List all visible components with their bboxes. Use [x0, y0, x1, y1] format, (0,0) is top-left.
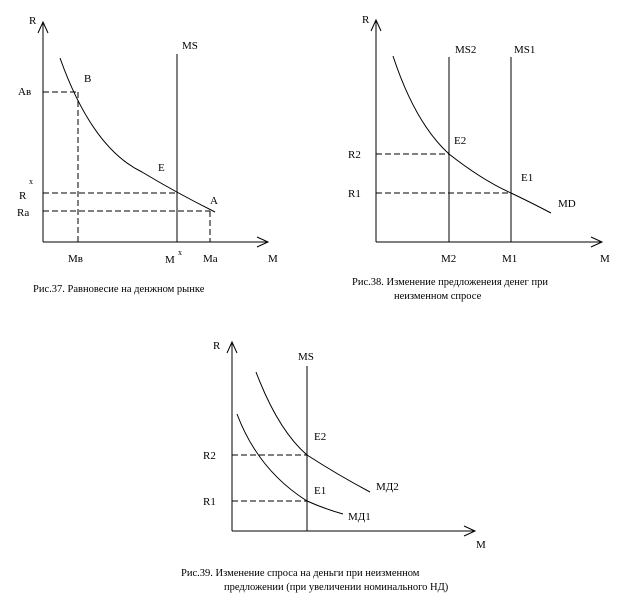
fig38-tick-m2: M2 [441, 253, 457, 265]
fig38-md-label: MD [558, 198, 576, 210]
fig38-tick-m1: M1 [502, 253, 518, 265]
fig37-tick-ma: Ma [203, 253, 218, 265]
fig37-axis-y-label: R [29, 15, 37, 27]
fig39-axis-x-label: M [476, 539, 486, 551]
fig39-tick-r2: R2 [203, 450, 216, 462]
fig37-tick-mb: Mв [68, 253, 83, 265]
fig39-caption-line1: Рис.39. Изменение спроса на деньги при неизменном [181, 568, 420, 579]
fig39-ms-label: MS [298, 351, 314, 363]
fig39-caption-line2: предложении (при увеличении номинального НД) [224, 582, 449, 593]
fig38-ms1-label: MS1 [514, 44, 536, 56]
fig38-point-e2: E2 [454, 135, 467, 147]
fig38-axis-x-label: M [600, 253, 610, 265]
fig37-tick-mx: M [165, 254, 175, 266]
fig37-tick-rx-sup: x [29, 177, 33, 186]
fig39-point-e1: E1 [314, 485, 327, 497]
fig39-tick-r1: R1 [203, 496, 216, 508]
fig37-point-e: E [158, 162, 165, 174]
fig37-point-a: A [210, 195, 218, 207]
fig37-ms-label: MS [182, 40, 198, 52]
fig38-ms2-label: MS2 [455, 44, 477, 56]
fig39-md2-label: МД2 [376, 481, 399, 493]
fig38-md-curve [393, 56, 551, 213]
fig37-axis-x-label: M [268, 253, 278, 265]
fig37-tick-ra: Ra [17, 207, 30, 219]
figure-39 [181, 340, 486, 593]
fig37-tick-ab: Aв [18, 86, 32, 98]
fig37-caption: Рис.37. Равновесие на денжном рынке [33, 284, 205, 295]
fig37-tick-rx: R [19, 190, 27, 202]
fig38-tick-r1: R1 [348, 188, 361, 200]
fig39-md2-curve [256, 372, 370, 492]
fig38-tick-r2: R2 [348, 149, 361, 161]
fig38-point-e1: E1 [521, 172, 534, 184]
fig38-caption-line1: Рис.38. Изменение предложенеия денег при [352, 277, 548, 288]
fig39-point-e2: E2 [314, 431, 327, 443]
fig39-axis-y-label: R [213, 340, 221, 352]
fig38-axis-y-label: R [362, 14, 370, 26]
fig39-md1-curve [237, 414, 343, 514]
fig39-md1-label: МД1 [348, 511, 371, 523]
fig37-tick-mx-sup: x [178, 248, 182, 257]
fig38-caption-line2: неизменном спросе [394, 291, 482, 302]
fig37-point-b: B [84, 73, 92, 85]
figure-38 [348, 14, 610, 302]
figure-37 [17, 15, 278, 295]
